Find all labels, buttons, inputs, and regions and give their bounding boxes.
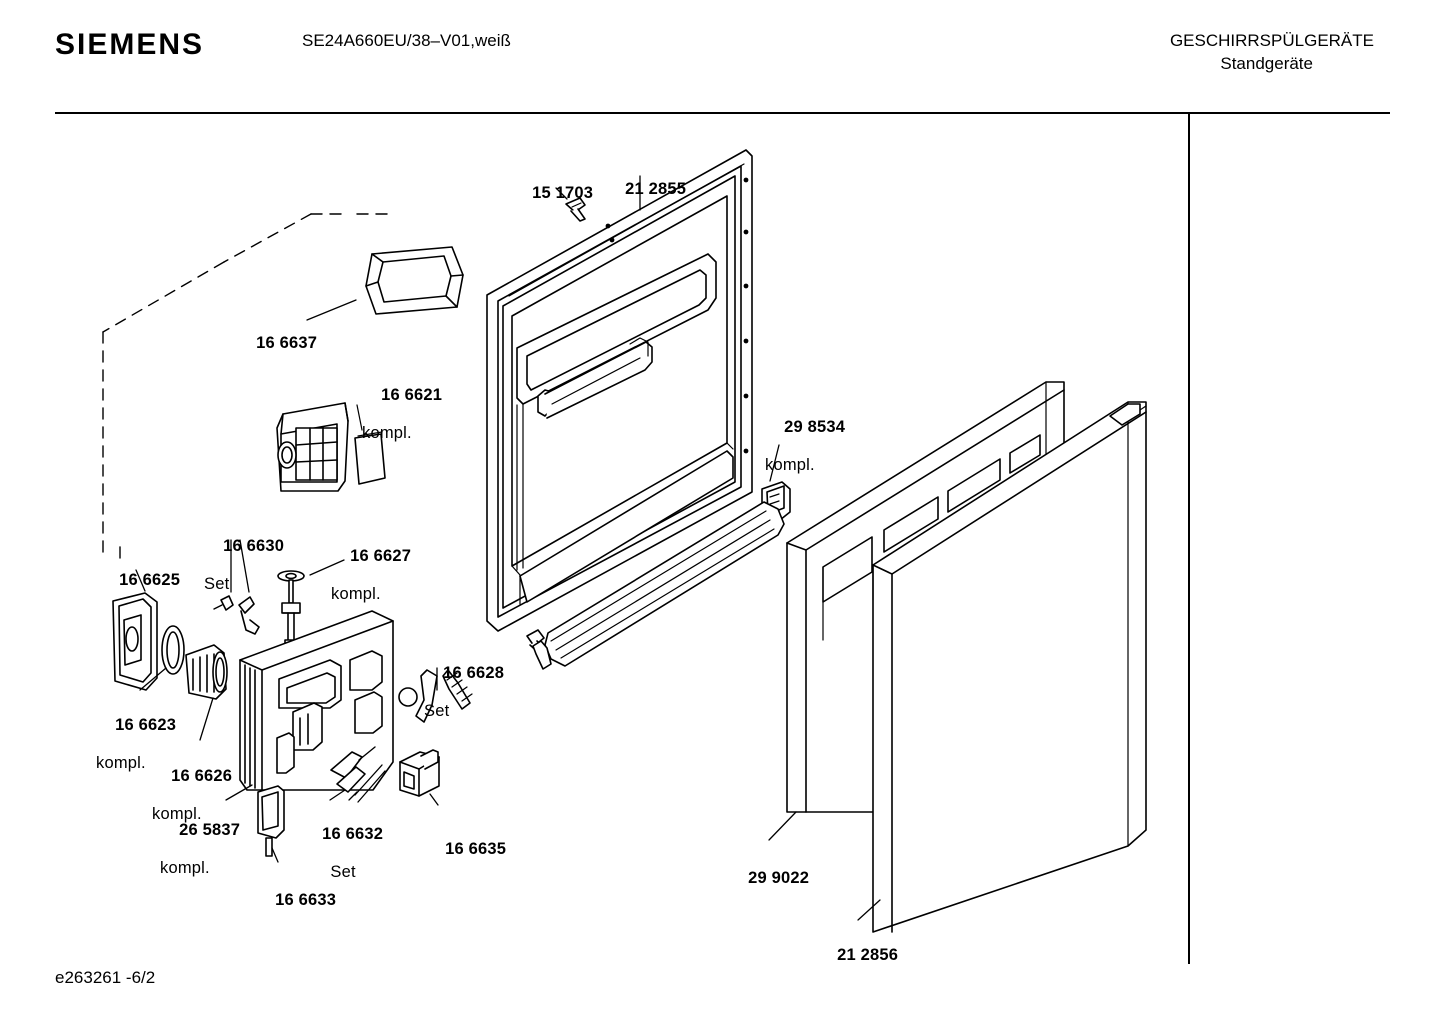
- document-code: e263261 -6/2: [55, 968, 156, 987]
- part-number: 21 2855: [625, 180, 687, 198]
- part-label-166627: [331, 528, 411, 642]
- part-qualifier: Set: [424, 702, 450, 720]
- part-label-166633: [256, 872, 336, 929]
- part-qualifier: kompl.: [160, 859, 210, 877]
- part-number: 26 5837: [179, 821, 241, 839]
- part-number: 16 6628: [443, 664, 505, 682]
- category-main: GESCHIRRSPÜLGERÄTE: [1169, 31, 1374, 50]
- part-label-212856: [818, 927, 898, 984]
- part-qualifier: kompl.: [765, 456, 815, 474]
- part-label-166628: [424, 645, 504, 759]
- part-number: 16 6630: [223, 537, 285, 555]
- part-label-166637: [237, 315, 317, 372]
- category-sub: Standgeräte: [1220, 54, 1313, 73]
- part-label-166635: [426, 821, 506, 878]
- part-label-166630: [204, 518, 284, 632]
- part-number: 16 6633: [275, 891, 337, 909]
- part-label-166625: [100, 552, 180, 609]
- part-qualifier: Set: [330, 863, 356, 881]
- part-qualifier: kompl.: [331, 585, 381, 603]
- part-label-298534: [765, 399, 845, 513]
- part-qualifier: kompl.: [362, 424, 412, 442]
- part-number: 16 6637: [256, 334, 318, 352]
- part-number: 16 6635: [445, 840, 507, 858]
- part-number: 16 6621: [381, 386, 443, 404]
- part-number: 29 8534: [784, 418, 846, 436]
- part-label-265837: [160, 802, 240, 916]
- part-number: 29 9022: [748, 869, 810, 887]
- part-number: 16 6632: [322, 825, 384, 843]
- part-qualifier: kompl.: [152, 805, 202, 823]
- siemens-logo: SIEMENS: [55, 28, 205, 61]
- part-label-166621: [362, 367, 442, 481]
- part-number: 15 1703: [532, 184, 594, 202]
- part-qualifier: Set: [204, 575, 230, 593]
- part-qualifier: kompl.: [96, 754, 146, 772]
- part-label-212855: [606, 161, 686, 218]
- part-label-299022: [729, 850, 809, 907]
- part-number: 21 2856: [837, 946, 899, 964]
- part-label-151703: [513, 165, 593, 222]
- model-designation: SE24A660EU/38–V01,weiß: [302, 31, 511, 50]
- part-number: 16 6627: [350, 547, 412, 565]
- part-number: 16 6623: [115, 716, 177, 734]
- part-number: 16 6626: [171, 767, 233, 785]
- part-number: 16 6625: [119, 571, 181, 589]
